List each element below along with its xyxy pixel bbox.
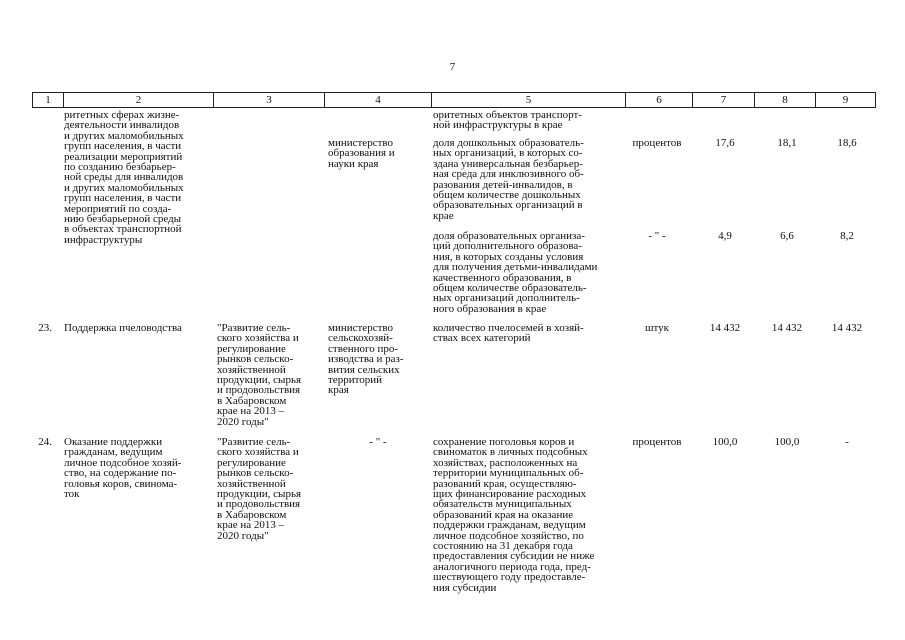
row-23-unit: штук xyxy=(645,322,669,334)
page-number: 7 xyxy=(449,61,456,73)
row-24-unit: процентов xyxy=(632,436,682,448)
row-23-value-8: 14 432 xyxy=(771,322,803,334)
header-col-8: 8 xyxy=(754,93,815,107)
row-24-indicator: сохранение поголовья коров и свиноматок в личных подсобных хозяйствах, расположенных на территории муниципальных об- разований края, осуществляю- щих финансирование расходных обязательств муниципальных образований края на оказание поддержки гражданам, ведущим личное подсобное хозяйство, по состоянию на 31 декабря года предоставления субсидии не ниже аналогичного периода года, пред- шествующего году предоставле- ния субсидии xyxy=(433,436,595,594)
row-23-measure-name: Поддержка пчеловодства xyxy=(64,322,182,334)
unit-additional-education: - " - xyxy=(648,230,666,242)
table-header-row xyxy=(32,92,876,108)
row-24-program: "Развитие сель- ского хозяйства и регулирование рынков сельско- хозяйственной продукции, сырья и продовольствия в Хабаровском крае на 2013 – 2020 годы" xyxy=(217,436,302,542)
value-7-additional-education: 4,9 xyxy=(718,230,732,242)
header-col-5: 5 xyxy=(431,93,625,107)
row-24-value-8: 100,0 xyxy=(774,436,800,448)
header-col-9: 9 xyxy=(815,93,875,107)
row-23-value-9: 14 432 xyxy=(831,322,863,334)
header-col-3: 3 xyxy=(213,93,324,107)
header-col-7: 7 xyxy=(692,93,754,107)
measure-name-continued: ритетных сферах жизне- деятельности инвалидов и других маломобильных групп населения, в части реализации мероприятий по созданию безбарьер- ной среды для инвалидов и других маломобильных групп населения, в части мероприятий по созда- нию безбарьерной среды в объектах транспортной инфраструктуры xyxy=(64,109,184,246)
header-col-4: 4 xyxy=(324,93,431,107)
row-24-executor: - " - xyxy=(369,436,387,448)
value-8-additional-education: 6,6 xyxy=(780,230,794,242)
header-col-6: 6 xyxy=(625,93,692,107)
row-24-value-7: 100,0 xyxy=(712,436,738,448)
header-col-2: 2 xyxy=(63,93,213,107)
row-23-indicator: количество пчелосемей в хозяй- ствах всех категорий xyxy=(433,322,584,345)
row-23-value-7: 14 432 xyxy=(709,322,741,334)
row-24-number: 24. xyxy=(38,436,52,448)
value-7-preschool: 17,6 xyxy=(715,137,735,149)
row-24-measure-name: Оказание поддержки гражданам, ведущим личное подсобное хозяй- ство, на содержание по- головья коров, свинома- ток xyxy=(64,436,182,501)
indicator-text-continued: оритетных объектов транспорт- ной инфраструктуры в крае xyxy=(433,109,582,132)
row-23-program: "Развитие сель- ского хозяйства и регулирование рынков сельско- хозяйственной продукции, сырья и продовольствия в Хабаровском крае на 2013 – 2020 годы" xyxy=(217,322,302,428)
indicator-text-preschool: доля дошкольных образователь- ных организаций, в которых со- здана универсальная безбарьер- ная среда для инклюзивного об- разования детей-инвалидов, в общем количестве дошкольных образовательных организаций в крае xyxy=(433,137,584,222)
row-23-executor: министерство сельскохозяй- ственного про- изводства и раз- вития сельских территорий края xyxy=(328,322,404,397)
indicator-text-additional-education: доля образовательных организа- ций дополнительного образова- ния, в которых созданы условия для получения детьми-инвалидами качественного образования, в общем количестве образователь- ных организаций дополнитель- ного образования в крае xyxy=(433,230,598,315)
value-9-preschool: 18,6 xyxy=(837,137,857,149)
value-9-additional-education: 8,2 xyxy=(840,230,854,242)
unit-preschool: процентов xyxy=(632,137,682,149)
row-24-value-9: - xyxy=(845,436,849,448)
executor-education-ministry: министерство образования и науки края xyxy=(328,137,395,170)
row-23-number: 23. xyxy=(38,322,52,334)
value-8-preschool: 18,1 xyxy=(777,137,797,149)
header-col-1: 1 xyxy=(45,94,51,106)
